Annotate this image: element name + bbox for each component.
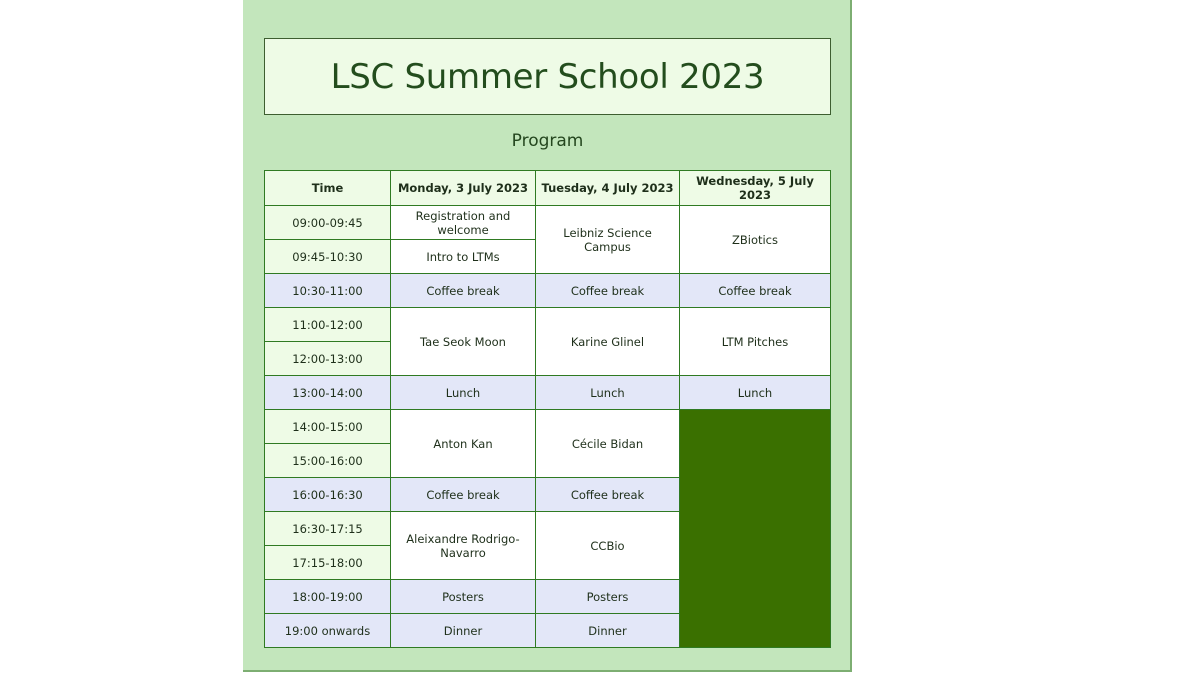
break-cell: Coffee break <box>680 274 831 308</box>
page-subtitle: Program <box>511 131 584 151</box>
empty-block <box>680 410 831 648</box>
break-cell: Dinner <box>536 614 680 648</box>
session-cell: ZBiotics <box>680 206 831 274</box>
session-cell: LTM Pitches <box>680 308 831 376</box>
time-cell: 13:00-14:00 <box>265 376 391 410</box>
break-cell: Coffee break <box>536 478 680 512</box>
session-cell: Intro to LTMs <box>391 240 536 274</box>
session-cell: Registration and welcome <box>391 206 536 240</box>
session-cell: Tae Seok Moon <box>391 308 536 376</box>
break-cell: Coffee break <box>391 274 536 308</box>
header-wednesday: Wednesday, 5 July 2023 <box>680 171 831 206</box>
schedule-table <box>264 170 831 648</box>
title-box <box>264 38 831 115</box>
break-cell: Posters <box>536 580 680 614</box>
session-cell: Anton Kan <box>391 410 536 478</box>
header-monday: Monday, 3 July 2023 <box>391 171 536 206</box>
time-cell: 14:00-15:00 <box>265 410 391 444</box>
table-row <box>265 376 831 410</box>
table-row <box>265 274 831 308</box>
header-tuesday: Tuesday, 4 July 2023 <box>536 171 680 206</box>
time-cell: 16:30-17:15 <box>265 512 391 546</box>
session-cell: Aleixandre Rodrigo-Navarro <box>391 512 536 580</box>
header-row <box>265 171 831 206</box>
time-cell: 10:30-11:00 <box>265 274 391 308</box>
time-cell: 09:00-09:45 <box>265 206 391 240</box>
time-cell: 18:00-19:00 <box>265 580 391 614</box>
table-row <box>265 410 831 444</box>
break-cell: Dinner <box>391 614 536 648</box>
table-row <box>265 206 831 240</box>
time-cell: 16:00-16:30 <box>265 478 391 512</box>
time-cell: 12:00-13:00 <box>265 342 391 376</box>
session-cell: Cécile Bidan <box>536 410 680 478</box>
time-cell: 17:15-18:00 <box>265 546 391 580</box>
time-cell: 19:00 onwards <box>265 614 391 648</box>
session-cell: CCBio <box>536 512 680 580</box>
session-cell: Leibniz Science Campus <box>536 206 680 274</box>
break-cell: Lunch <box>536 376 680 410</box>
program-page <box>243 0 852 672</box>
break-cell: Lunch <box>680 376 831 410</box>
break-cell: Lunch <box>391 376 536 410</box>
page-title: LSC Summer School 2023 <box>330 56 765 97</box>
time-cell: 15:00-16:00 <box>265 444 391 478</box>
header-time: Time <box>265 171 391 206</box>
session-cell: Karine Glinel <box>536 308 680 376</box>
time-cell: 11:00-12:00 <box>265 308 391 342</box>
time-cell: 09:45-10:30 <box>265 240 391 274</box>
break-cell: Coffee break <box>391 478 536 512</box>
table-row <box>265 308 831 342</box>
break-cell: Coffee break <box>536 274 680 308</box>
break-cell: Posters <box>391 580 536 614</box>
